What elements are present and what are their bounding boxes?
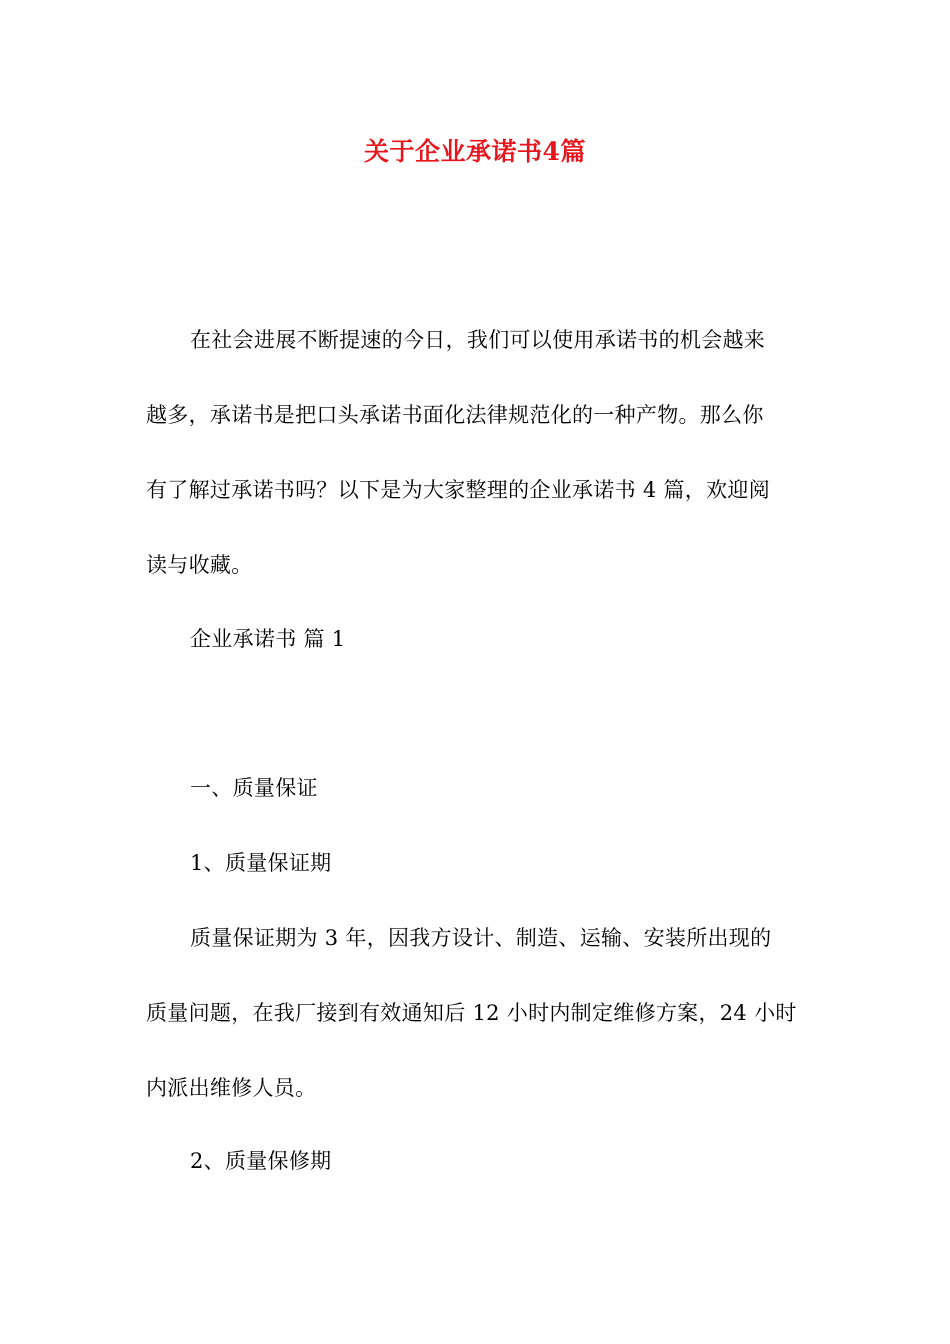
guarantee-line-3: 内派出维修人员。 (146, 1076, 317, 1100)
intro-paragraph (146, 303, 806, 603)
subheading-quality-guarantee: 一、质量保证 (190, 776, 318, 800)
intro-line-2: 越多，承诺书是把口头承诺书面化法律规范化的一种产物。那么你 (146, 403, 764, 427)
section-heading: 企业承诺书 篇 1 (190, 627, 346, 651)
item-quality-warranty-period: 2、质量保修期 (190, 1149, 332, 1173)
item-quality-guarantee-period: 1、质量保证期 (190, 851, 332, 875)
guarantee-line-2: 质量问题，在我厂接到有效通知后 12 小时内制定维修方案，24 小时 (146, 1001, 797, 1025)
document-title: 关于企业承诺书4篇 (364, 137, 586, 166)
guarantee-paragraph (146, 901, 806, 1126)
guarantee-line-1: 质量保证期为 3 年，因我方设计、制造、运输、安装所出现的 (190, 926, 772, 950)
intro-line-4: 读与收藏。 (146, 553, 253, 577)
intro-line-3: 有了解过承诺书吗？以下是为大家整理的企业承诺书 4 篇，欢迎阅 (146, 478, 771, 502)
intro-line-1: 在社会进展不断提速的今日，我们可以使用承诺书的机会越来 (190, 328, 766, 352)
